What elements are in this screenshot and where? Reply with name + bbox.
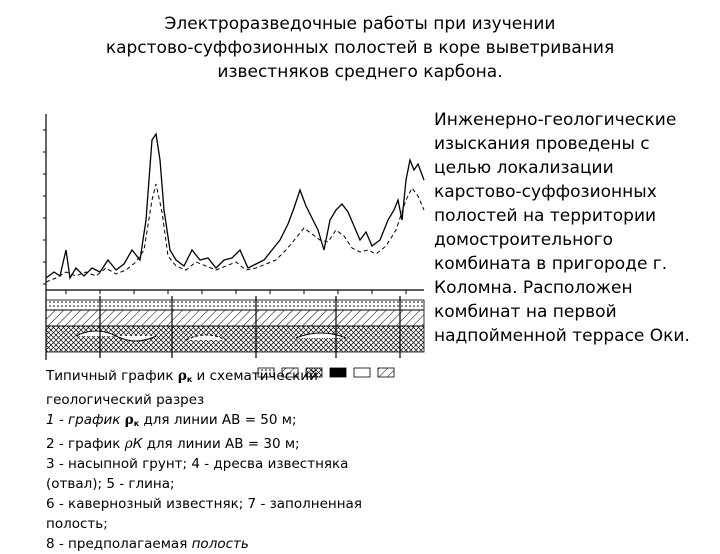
slide-title xyxy=(60,12,660,84)
resistivity-curve-1 xyxy=(46,134,424,278)
geological-section xyxy=(46,296,424,358)
title-line: Электроразведочные работы при изучении xyxy=(164,14,556,34)
geoelectric-figure xyxy=(36,100,428,382)
caption-line: 6 - кавернозный известняк; 7 - заполненная xyxy=(46,496,362,512)
caption-line: 1 - график $\rho_к$ для линии АВ = 50 м; xyxy=(46,412,297,428)
caption-line: 2 - график ρК для линии АВ = 30 м; xyxy=(46,436,300,452)
caption-line: полость; xyxy=(46,516,108,532)
y-axis xyxy=(43,114,46,360)
caption-line: (отвал); 5 - глина; xyxy=(46,476,175,492)
caption-line: 8 - предполагаемая полость xyxy=(46,536,249,552)
caption-line: 3 - насыпной грунт; 4 - дресва известняка xyxy=(46,456,349,472)
description-text: Инженерно-геологические изыскания проведены с целью локализации карстово-суффозионных полостей на территории домостроительного комбината в пригороде г. Коломна. Расположен комбинат на первой надпойменной террасе Оки. xyxy=(434,110,690,346)
caption-line: геологический разрез xyxy=(46,392,205,408)
title-line: карстово-суффозионных полостей в коре выветривания xyxy=(105,38,615,58)
caption-line: Типичный график $\rho_к$ и схематический xyxy=(46,368,318,384)
title-line: известняков среднего карбона. xyxy=(217,62,503,82)
x-axis xyxy=(46,290,424,294)
figure-caption xyxy=(46,366,428,554)
